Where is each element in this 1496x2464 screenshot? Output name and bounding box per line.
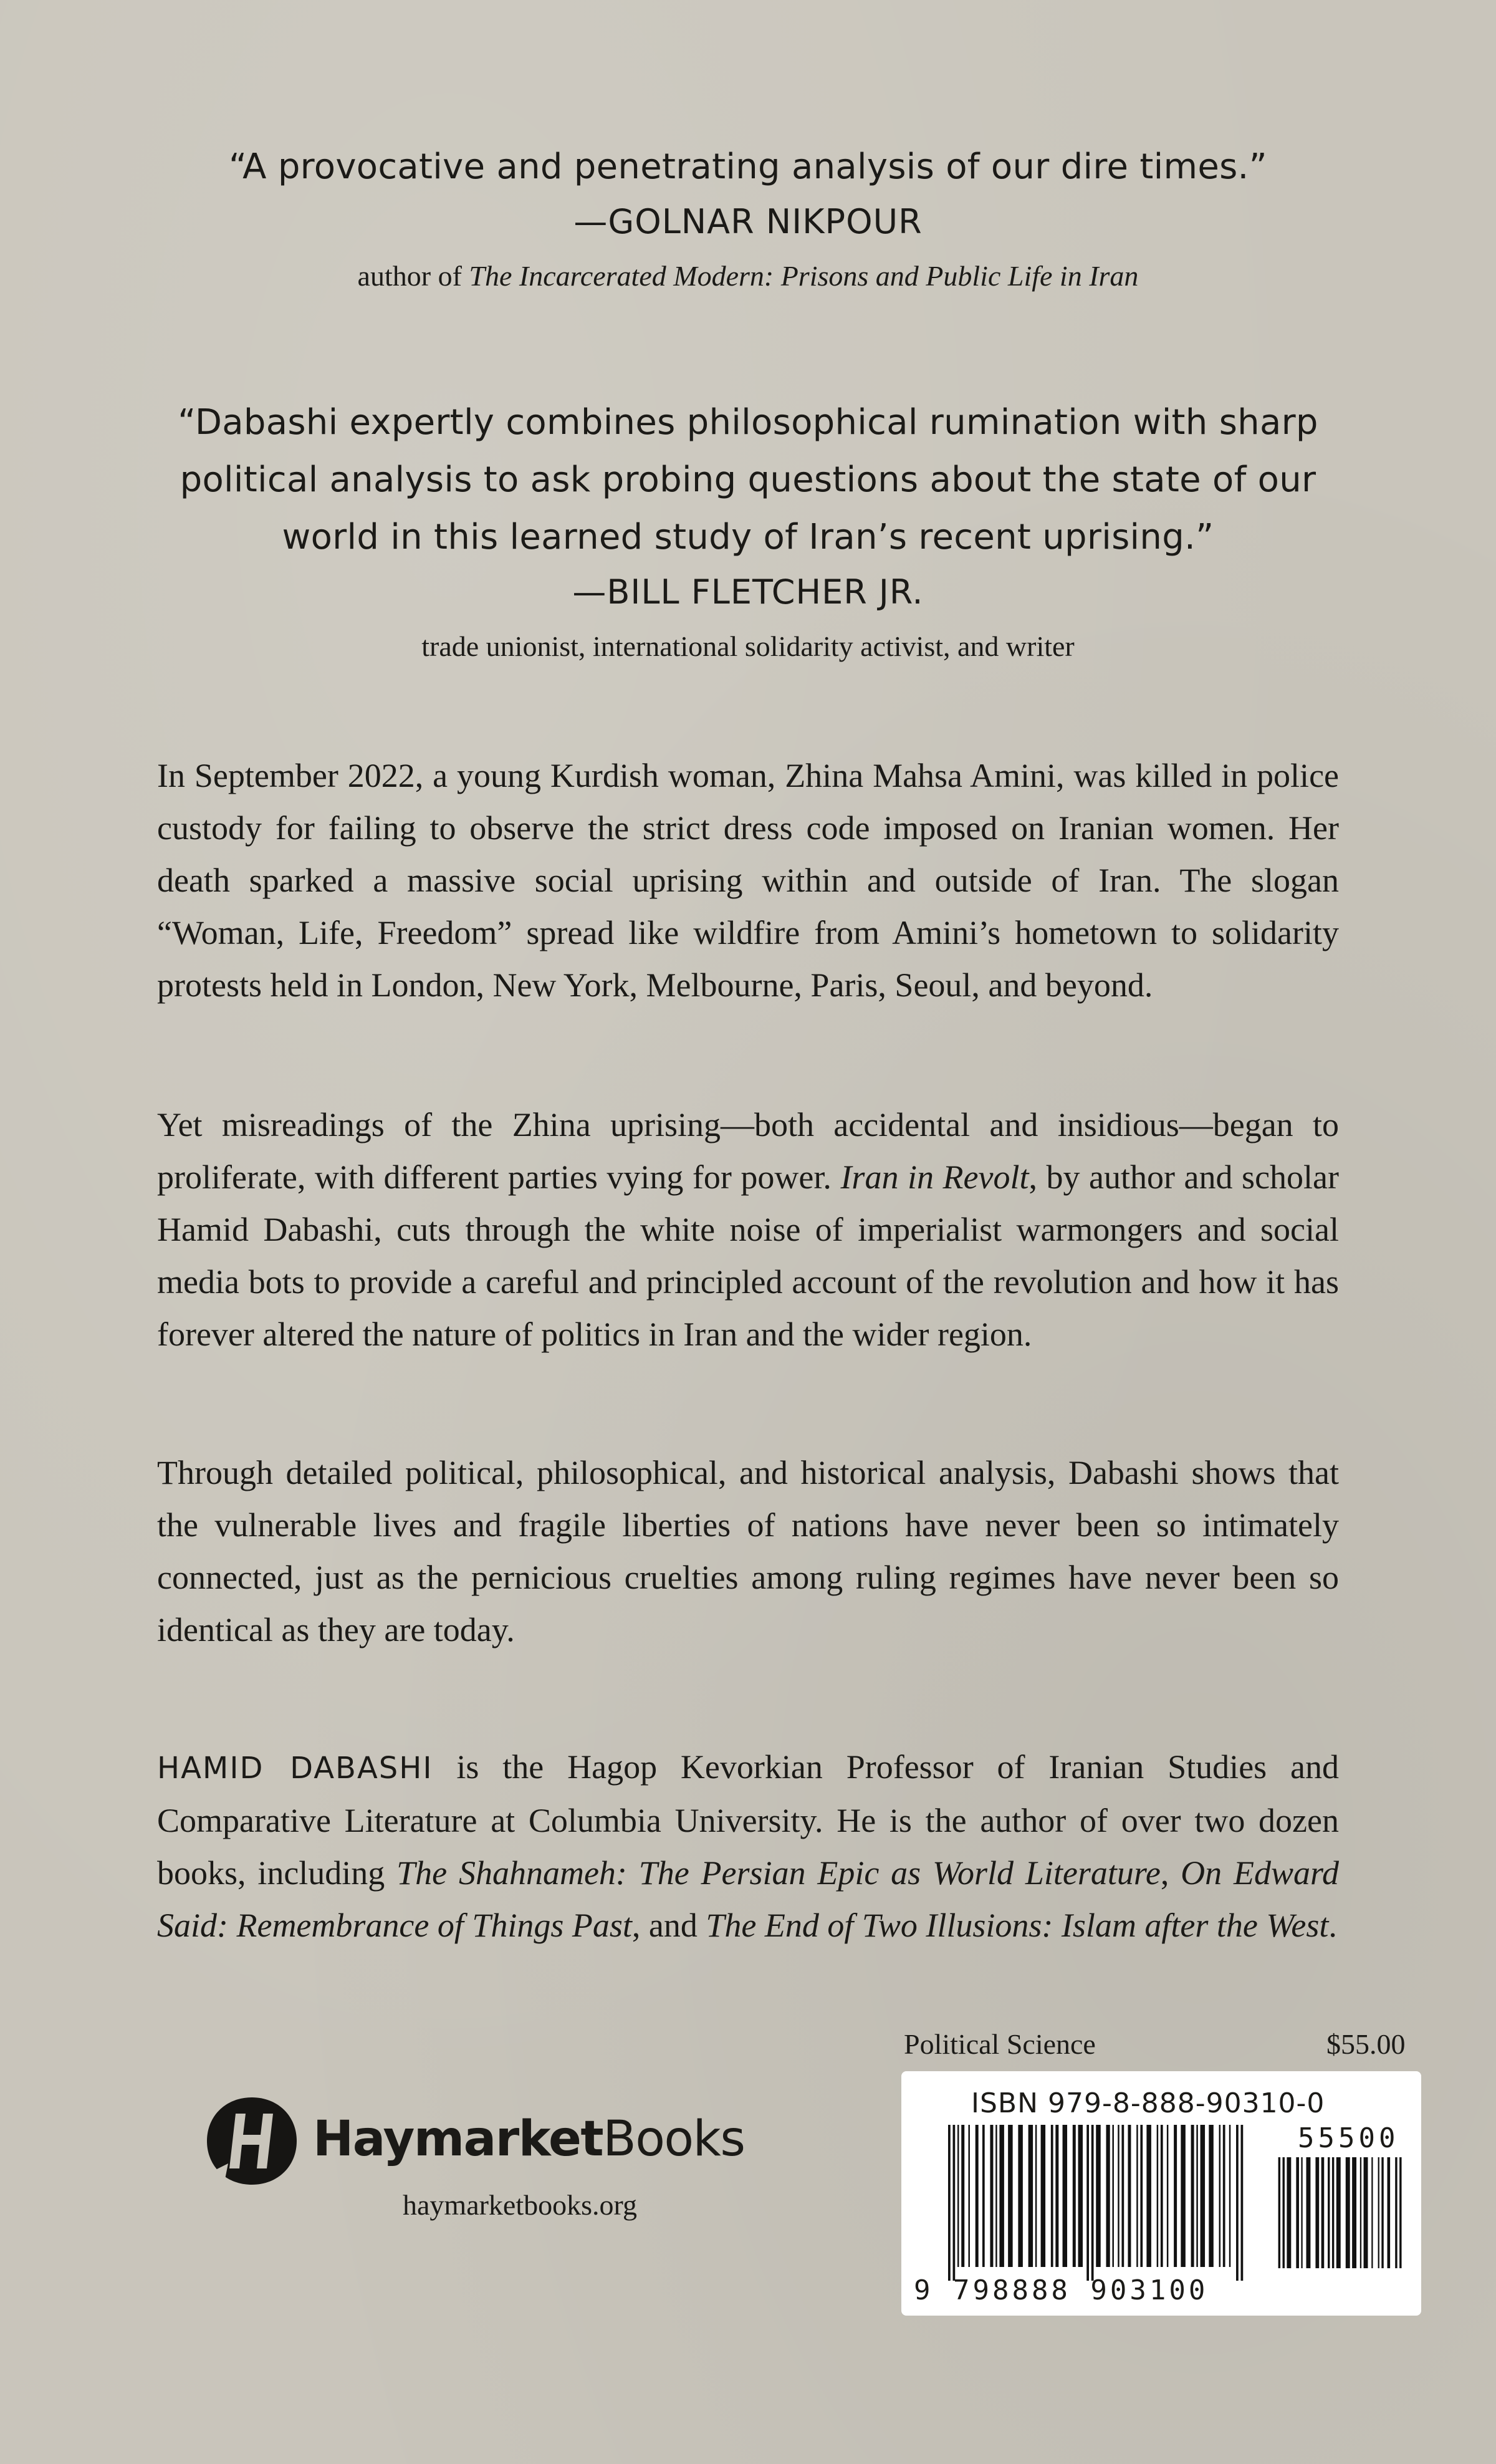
barcode-bar: [1146, 2125, 1151, 2267]
barcode-bar: [1209, 2125, 1213, 2267]
barcode-bar: [1078, 2125, 1083, 2267]
barcode-bar: [1191, 2125, 1194, 2267]
role-prefix: trade unionist, international solidarity activist, and writer: [421, 630, 1075, 662]
barcode-bar: [1196, 2125, 1198, 2267]
bio-separator: ,: [1160, 1854, 1181, 1892]
barcode-bar: [995, 2125, 997, 2267]
barcode-bar: [1219, 2125, 1221, 2267]
publisher-name: [313, 2111, 744, 2167]
barcode-bar: [1378, 2157, 1379, 2268]
barcode-bar: [1167, 2125, 1169, 2267]
barcode-bar: [1346, 2157, 1350, 2268]
barcode-guard-bar: [1091, 2125, 1094, 2281]
description-paragraph-3: Through detailed political, philosophical, and historical analysis, Dabashi shows that the vulnerable lives and fragile liberties of nations have never been so intimately connected, just as the pernicious cruelties among ruling regimes have never been so identical as they are today.: [157, 1454, 1339, 1648]
barcode-bar: [1073, 2125, 1076, 2267]
barcode-bar: [1035, 2125, 1037, 2267]
barcode-guard-bar: [1241, 2125, 1244, 2281]
barcode-bar: [1063, 2125, 1067, 2267]
barcode-bar: [1381, 2157, 1383, 2268]
paragraph-text: Yet misreadings of the Zhina uprising—both accidental and insidious—began to proliferate, with different parties vying for power.: [157, 1106, 1339, 1196]
barcode-bar: [1229, 2125, 1231, 2267]
barcode-bar: [1096, 2125, 1100, 2267]
barcode-bar: [1306, 2157, 1310, 2268]
isbn-label: ISBN 979-8-888-90310-0: [971, 2087, 1325, 2119]
publisher-name-light: Books: [603, 2111, 745, 2167]
description-paragraph-2: [157, 1099, 1339, 1360]
barcode-bar: [1118, 2125, 1120, 2267]
barcode-bar: [1181, 2125, 1185, 2267]
barcode-guard-bar: [948, 2125, 951, 2281]
barcode-guard-bar: [1328, 2157, 1330, 2268]
quote-text-line: world in this learned study of Iran’s recent uprising.”: [282, 517, 1214, 557]
barcode-bar: [1201, 2125, 1205, 2267]
barcode-bar: [1041, 2125, 1045, 2267]
barcode-bar: [1371, 2157, 1373, 2268]
barcode-bar: [1174, 2125, 1177, 2267]
barcode-bar: [1051, 2125, 1053, 2267]
barcode-guard-bar: [1236, 2125, 1239, 2281]
quote-author-role: [0, 625, 1496, 668]
barcode-bar: [957, 2125, 959, 2267]
author-bio: [157, 1741, 1339, 1951]
description-paragraph-1: In September 2022, a young Kurdish woman, Zhina Mahsa Amini, was killed in police custody for failing to observe the strict dress code imposed on Iranian women. Her death sparked a massive social uprising within and outside of Iran. The slogan “Woman, Life, Freedom” spread like wildfire from Amini’s hometown to solidarity protests held in London, New York, Melbourne, Paris, Seoul, and beyond.: [157, 757, 1339, 1004]
barcode-bar: [1388, 2157, 1391, 2268]
barcode-bar: [999, 2125, 1004, 2267]
barcode-bar: [1336, 2157, 1341, 2268]
barcode-bar: [1008, 2125, 1012, 2267]
barcode-bar: [1028, 2125, 1033, 2267]
barcode-bar: [1315, 2157, 1319, 2268]
isbn-barcode: [901, 2071, 1421, 2316]
barcode-guard-bar: [1332, 2157, 1334, 2268]
addon-barcode-bars: [1275, 2157, 1409, 2282]
barcode-bar: [1106, 2125, 1110, 2267]
haymarket-h-icon: [203, 2095, 300, 2187]
price-label: $55.00: [1326, 2028, 1406, 2060]
bio-text: is the Hagop Kevorkian Professor of Iranian Studies and Comparative Literature at Columbia University. He is the author of over two dozen books, including: [157, 1748, 1340, 1892]
role-prefix: author of: [357, 260, 469, 292]
barcode-bar: [961, 2125, 964, 2267]
paragraph-text: , by author and scholar Hamid Dabashi, cuts through the white noise of imperialist warmongers and social media bots to provide a careful and principled account of the revolution and how it has forever altered the nature of politics in Iran and the wider region.: [157, 1158, 1339, 1353]
barcode-bar: [1364, 2157, 1368, 2268]
bio-end: .: [1328, 1907, 1337, 1944]
bio-separator: , and: [631, 1907, 706, 1944]
ean-barcode-bars: [945, 2125, 1250, 2281]
barcode-bar: [1055, 2125, 1058, 2267]
barcode-bar: [968, 2125, 970, 2267]
barcode-guard-bar: [1395, 2157, 1397, 2268]
book-title: Iran in Revolt: [840, 1158, 1029, 1196]
publisher-url: haymarketbooks.org: [403, 2189, 638, 2221]
barcode-bar: [1112, 2125, 1114, 2267]
barcode-bar: [1018, 2125, 1022, 2267]
publisher-logo: [203, 2095, 745, 2257]
barcode-guard-bar: [1283, 2157, 1285, 2268]
barcode-bar: [1352, 2157, 1356, 2268]
barcode-bar: [976, 2125, 979, 2267]
barcode-bar: [1223, 2125, 1225, 2267]
barcode-bar: [1287, 2157, 1291, 2268]
barcode-bar: [1161, 2125, 1163, 2267]
bio-book-title: The Shahnameh: The Persian Epic as World Literature: [396, 1854, 1161, 1892]
barcode-guard-bar: [1086, 2125, 1089, 2281]
quote-author-role: [0, 254, 1496, 298]
barcode-guard-bar: [952, 2125, 955, 2281]
barcode-bar: [1128, 2125, 1131, 2267]
barcode-bar: [1121, 2125, 1124, 2267]
role-book-title: The Incarcerated Modern: Prisons and Public Life in Iran: [469, 260, 1139, 292]
quote-text-line: political analysis to ask probing questions about the state of our: [180, 460, 1316, 500]
barcode-bar: [1136, 2125, 1138, 2267]
category-label: Political Science: [904, 2028, 1096, 2060]
barcode-bar: [982, 2125, 985, 2267]
price-addon-digits: 55500: [1298, 2122, 1399, 2154]
barcode-bar: [1360, 2157, 1361, 2268]
bio-book-title: The End of Two Illusions: Islam after the West: [706, 1907, 1329, 1944]
author-name: HAMID DABASHI: [157, 1751, 433, 1786]
quote-attribution: —GOLNAR NIKPOUR: [573, 202, 923, 241]
quote-fletcher: [0, 394, 1496, 668]
bio-book-title: On Edward Said: Remembrance of Things Past: [157, 1854, 1340, 1944]
ean-digits: 9 798888 903100: [914, 2274, 1209, 2306]
barcode-bar: [990, 2125, 993, 2267]
barcode-bar: [1296, 2157, 1299, 2268]
quote-text: “A provocative and penetrating analysis of our dire times.”: [229, 147, 1267, 187]
barcode-bar: [1157, 2125, 1159, 2267]
quote-nikpour: [0, 138, 1496, 298]
quote-attribution: —BILL FLETCHER JR.: [572, 572, 924, 612]
barcode-guard-bar: [1399, 2157, 1401, 2268]
barcode-guard-bar: [1278, 2157, 1280, 2268]
barcode-bar: [1140, 2125, 1143, 2267]
publisher-name-bold: Haymarket: [313, 2111, 603, 2167]
quote-text-line: “Dabashi expertly combines philosophical rumination with sharp: [178, 402, 1318, 443]
barcode-bar: [1321, 2157, 1325, 2268]
barcode-bar: [1301, 2157, 1302, 2268]
